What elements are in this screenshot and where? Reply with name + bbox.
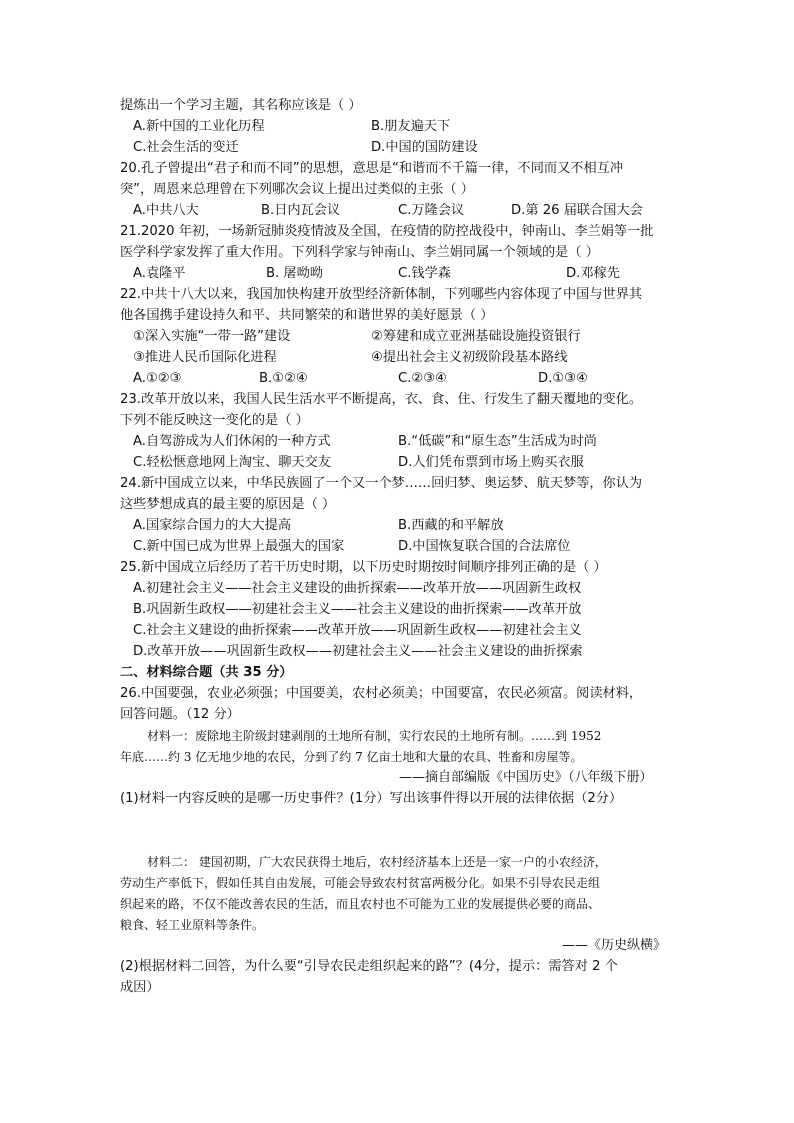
q26-stem-line2: 回答问题。（12 分） — [120, 707, 240, 722]
material-2-line1: 材料二： 建国初期，广大农民获得土地后，农村经济基本上还是一家一户的小农经济， — [147, 855, 607, 869]
q22-item-2: ②筹建和成立亚洲基础设施投资银行 — [371, 329, 581, 344]
q23-option-a: A.自驾游成为人们休闲的一种方式 — [133, 434, 331, 449]
q22-option-a: A.①②③ — [133, 371, 182, 386]
material-1-source: ——摘自部编版《中国历史》（八年级下册） — [399, 770, 653, 785]
q23-stem-line1: 23.改革开放以来，我国人民生活水平不断提高，衣、食、住、行发生了翻天覆地的变化。 — [120, 392, 643, 407]
q21-option-d: D.邓稼先 — [566, 266, 620, 281]
q22-item-4: ④提出社会主义初级阶段基本路线 — [371, 350, 568, 365]
q24-option-d: D.中国恢复联合国的合法席位 — [398, 539, 571, 554]
q19-option-a: A.新中国的工业化历程 — [133, 119, 265, 134]
q25-stem: 25.新中国成立后经历了若干历史时期，以下历史时期按时间顺序排列正确的是（ ） — [120, 560, 607, 575]
material-2-line4: 粮食、轻工业原料等条件。 — [120, 918, 265, 932]
q20-stem-line2: 突”，周恩来总理曾在下列哪次会议上提出过类似的主张（ ） — [120, 182, 474, 197]
q20-stem-line1: 20.孔子曾提出“君子和而不同”的思想，意思是“和谐而不千篇一律，不同而又不相互冲 — [120, 161, 624, 176]
q20-option-d: D.第 26 届联合国大会 — [511, 203, 643, 218]
q21-stem-line2: 医学科学家发挥了重大作用。下列科学家与钟南山、李兰娟同属一个领域的是（ ） — [120, 245, 599, 260]
material-1-line2: 年底……约 3 亿无地少地的农民，分到了约 7 亿亩土地和大量的农具、牲畜和房屋等。 — [120, 750, 583, 764]
q22-option-d: D.①③④ — [538, 371, 588, 386]
q22-option-c: C.②③④ — [398, 371, 447, 386]
section-title: 二、材料综合题（共 35 分） — [120, 665, 293, 680]
q26-sub-question-2-line2: 成因） — [120, 980, 160, 995]
q24-option-c: C.新中国已成为世界上最强大的国家 — [133, 539, 345, 554]
q24-stem-line2: 这些梦想成真的最主要的原因是（ ） — [120, 497, 336, 512]
q21-option-b: B. 屠呦呦 — [266, 266, 323, 281]
q23-option-c: C.轻松惬意地网上淘宝、聊天交友 — [133, 455, 332, 470]
q22-option-b: B.①②④ — [259, 371, 308, 386]
q23-option-d: D.人们凭布票到市场上购买衣服 — [398, 455, 584, 470]
q25-option-a: A.初建社会主义——社会主义建设的曲折探索——改革开放——巩固新生政权 — [133, 581, 582, 596]
q26-sub-question-1: (1)材料一内容反映的是哪一历史事件？(1分）写出该事件得以开展的法律依据（2分） — [120, 791, 623, 806]
q23-option-b: B.“低碳”和“原生态”生活成为时尚 — [398, 434, 597, 449]
q22-item-3: ③推进人民币国际化进程 — [133, 350, 277, 365]
q26-sub-question-2-line1: (2)根据材料二回答，为什么要“引导农民走组织起来的路”？(4分，提示：需答对 2 个 — [120, 959, 618, 974]
q19-option-d: D.中国的国防建设 — [371, 140, 478, 155]
q19-stem: 提炼出一个学习主题，其名称应该是（ ） — [120, 98, 362, 113]
q21-option-a: A.袁隆平 — [133, 266, 186, 281]
material-2-source: ——《历史纵横》 — [562, 938, 667, 953]
q25-option-b: B.巩固新生政权——初建社会主义——社会主义建设的曲折探索——改革开放 — [133, 602, 582, 617]
q26-stem-line1: 26.中国要强，农业必须强；中国要美，农村必须美；中国要富，农民必须富。阅读材料， — [120, 686, 643, 701]
q25-option-c: C.社会主义建设的曲折探索——改革开放——巩固新生政权——初建社会主义 — [133, 623, 582, 638]
material-2-line2: 劳动生产率低下，假如任其自由发展，可能会导致农村贫富两极分化。如果不引导农民走组 — [120, 876, 601, 890]
q20-option-b: B.日内瓦会议 — [261, 203, 341, 218]
q21-option-c: C.钱学森 — [398, 266, 451, 281]
q22-stem-line1: 22.中共十八大以来，我国加快构建开放型经济新体制，下列哪些内容体现了中国与世界其 — [120, 287, 643, 302]
q24-stem-line1: 24.新中国成立以来，中华民族圆了一个又一个梦……回归梦、奥运梦、航天梦等，你认为 — [120, 476, 643, 491]
q20-option-c: C.万隆会议 — [398, 203, 465, 218]
q19-option-b: B.朋友遍天下 — [371, 119, 451, 134]
q21-stem-line1: 21.2020 年初，一场新冠肺炎疫情波及全国，在疫情的防控战役中，钟南山、李兰娟等一批 — [120, 224, 654, 239]
q22-item-1: ①深入实施“一带一路”建设 — [133, 329, 291, 344]
q24-option-a: A.国家综合国力的大大提高 — [133, 518, 292, 533]
q19-option-c: C.社会生活的变迁 — [133, 140, 239, 155]
material-1-line1: 材料一：废除地主阶级封建剥削的土地所有制，实行农民的土地所有制。……到 1952 — [147, 729, 602, 743]
material-2-line3: 织起来的路，不仅不能改善农民的生活，而且农村也不可能为工业的发展提供必要的商品、 — [120, 897, 601, 911]
q24-option-b: B.西藏的和平解放 — [398, 518, 504, 533]
q23-stem-line2: 下列不能反映这一变化的是（ ） — [120, 413, 309, 428]
q25-option-d: D.改革开放——巩固新生政权——初建社会主义——社会主义建设的曲折探索 — [133, 644, 583, 659]
q20-option-a: A.中共八大 — [133, 203, 199, 218]
q22-stem-line2: 他各国携手建设持久和平、共同繁荣的和谐世界的美好愿景（ ） — [120, 308, 494, 323]
